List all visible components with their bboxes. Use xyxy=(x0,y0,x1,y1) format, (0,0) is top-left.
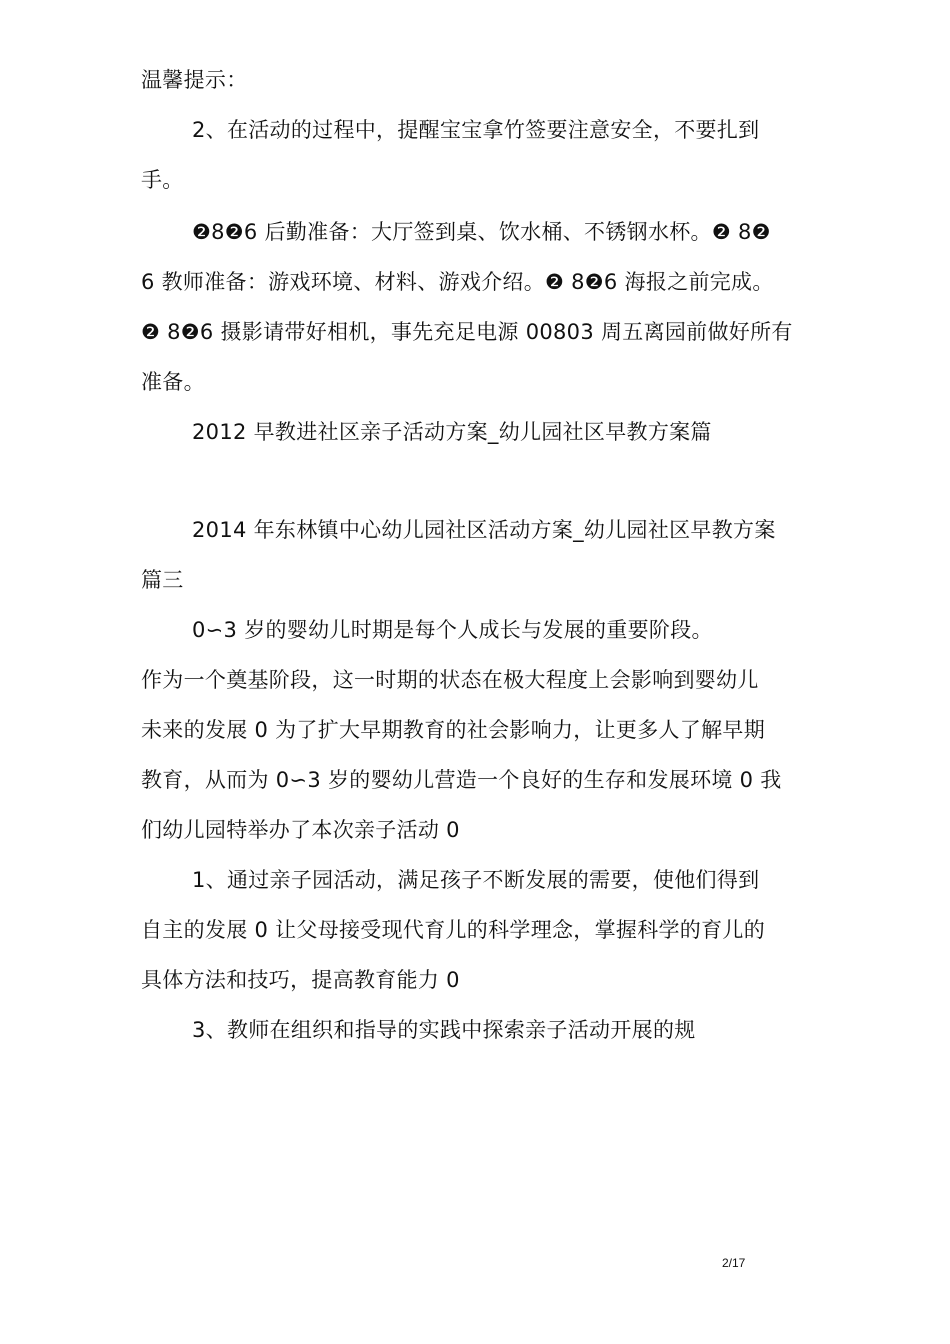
text-line: 们幼儿园特举办了本次亲子活动 0 xyxy=(141,818,460,842)
text-line: 3、教师在组织和指导的实践中探索亲子活动开展的规 xyxy=(192,1018,696,1042)
section-heading: 2014 年东林镇中心幼儿园社区活动方案_幼儿园社区早教方案 xyxy=(192,518,776,542)
text-line: 自主的发展 0 让父母接受现代育儿的科学理念，掌握科学的育儿的 xyxy=(141,918,766,942)
text-line: 手。 xyxy=(141,168,184,192)
text-line: 未来的发展 0 为了扩大早期教育的社会影响力，让更多人了解早期 xyxy=(141,718,766,742)
text-line: 教育，从而为 0∽3 岁的婴幼儿营造一个良好的生存和发展环境 0 我 xyxy=(141,768,782,792)
section-heading: 2012 早教进社区亲子活动方案_幼儿园社区早教方案篇 xyxy=(192,420,712,444)
text-line: 具体方法和技巧，提高教育能力 0 xyxy=(141,968,460,992)
text-line: 准备。 xyxy=(141,370,205,394)
text-line: 2、在活动的过程中，提醒宝宝拿竹签要注意安全，不要扎到 xyxy=(192,118,760,142)
text-line: 6 教师准备：游戏环境、材料、游戏介绍。❷ 8❷6 海报之前完成。 xyxy=(141,270,774,294)
text-line: 0∽3 岁的婴幼儿时期是每个人成长与发展的重要阶段。 xyxy=(192,618,713,642)
text-line: 作为一个奠基阶段，这一时期的状态在极大程度上会影响到婴幼儿 xyxy=(141,668,759,692)
text-line: 1、通过亲子园活动，满足孩子不断发展的需要，使他们得到 xyxy=(192,868,760,892)
text-line: ❷ 8❷6 摄影请带好相机，事先充足电源 00803 周五离园前做好所有 xyxy=(141,320,793,344)
page-number: 2/17 xyxy=(722,1256,746,1270)
text-line: ❷8❷6 后勤准备：大厅签到桌、饮水桶、不锈钢水杯。❷ 8❷ xyxy=(192,220,771,244)
text-line: 温馨提示： xyxy=(141,68,248,92)
section-heading: 篇三 xyxy=(141,568,184,592)
